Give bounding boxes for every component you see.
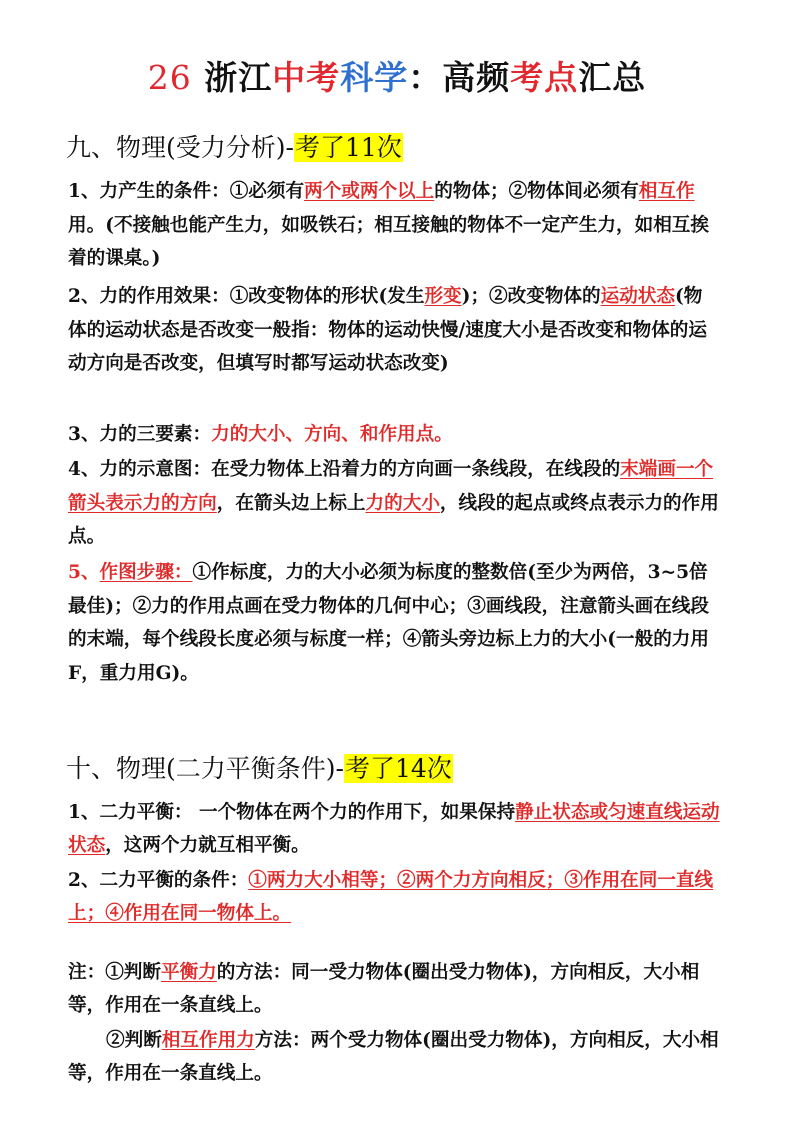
s9-p3-text: 3、力的三要素：	[68, 424, 212, 445]
section-heading-9-text: 九、物理(受力分析)-	[66, 133, 294, 162]
s9-p4-text-b: ，在箭头边上标上	[216, 492, 366, 514]
s9-p4-key-b: 力的大小	[365, 492, 440, 514]
s9-p5-key: 作图步骤：	[99, 562, 193, 583]
s10-note2-text-b: 方法：两个受力物体(圈出受力物体)，方向相反，大小相等，作用在一条直线上。	[68, 1030, 719, 1084]
s10-paragraph-2	[68, 864, 720, 930]
s9-p1-text-a: 1、力产生的条件：①必须有	[68, 181, 305, 202]
title-part-summary: 汇总	[578, 58, 647, 97]
s10-p1-text-a: 1、二力平衡： 一个物体在两个力的作用下，如果保持	[68, 802, 516, 823]
s9-p5-text: ①作标度，力的大小必须为标度的整数倍(至少为两倍，3~5倍最佳)；②力的作用点画在受力物体的几何中心；③画线段，注意箭头画在线段的末端，每个线段长度必须与标度一样；④箭头旁边标上力的大小(一般的力用F，重力用G)。	[68, 562, 709, 684]
s10-note1-text-b: 的方法：同一受力物体(圈出受力物体)，方向相反，大小相等，作用在一条直线上。	[68, 962, 700, 1016]
s10-note-2	[68, 1024, 720, 1090]
page-title	[0, 52, 794, 99]
s9-p4-text-a: 4、力的示意图：在受力物体上沿着力的方向画一条线段，在线段的	[68, 459, 621, 480]
s9-p1-text-b: 的物体；②物体间必须有	[434, 181, 639, 202]
s9-paragraph-1	[68, 175, 720, 276]
s9-p2-text-b: )；②改变物体的	[461, 286, 601, 307]
s9-p4-text-c: ，线段的起点或终点表示力的作用点。	[68, 492, 719, 547]
s10-p1-text-b: ，这两个力就互相平衡。	[105, 835, 310, 856]
title-part-province: 浙江	[204, 58, 273, 97]
section-10-count-highlight: 考了14次	[344, 754, 452, 783]
s9-paragraph-5	[68, 556, 720, 690]
s9-p3-key: 力的大小、方向、和作用点。	[211, 424, 453, 445]
title-part-points: 考点	[510, 58, 579, 97]
s9-p1-key-b: 相互作	[638, 181, 695, 202]
s10-p2-key: ①两力大小相等；②两个力方向相反；③作用在同一直线上；④作用在同一物体上。	[68, 870, 714, 924]
s9-paragraph-3	[68, 418, 720, 452]
s9-p5-number: 5、	[68, 562, 100, 583]
title-part-subject: 科学	[340, 58, 409, 97]
s10-note2-text-a: ②判断	[106, 1030, 162, 1051]
section-heading-10	[66, 749, 453, 785]
title-part-exam: 中考	[272, 58, 341, 97]
s9-p1-text-c: 用。(不接触也能产生力，如吸铁石；相互接触的物体不一定产生力，如相互挨着的课桌。)	[68, 214, 709, 269]
s10-p2-text: 2、二力平衡的条件：	[68, 870, 249, 891]
section-heading-9	[66, 128, 403, 164]
s10-note1-key: 平衡力	[160, 962, 217, 983]
s10-note2-key: 相互作用力	[161, 1030, 255, 1051]
s9-paragraph-2	[68, 280, 720, 381]
s9-p2-key-b: 运动状态	[600, 286, 675, 307]
title-colon: ：	[408, 58, 443, 97]
title-part-frequency: 高频	[442, 58, 511, 97]
section-heading-10-text: 十、物理(二力平衡条件)-	[66, 754, 344, 783]
s9-p2-key-a: 形变	[424, 286, 462, 307]
s10-note-1	[68, 956, 720, 1022]
s9-p2-text-c: (物体的运动状态是否改变一般指：物体的运动快慢/速度大小是否改变和物体的运动方向是否改变，但填写时都写运动状态改变)	[68, 286, 707, 374]
s10-note1-text-a: 注：①判断	[68, 962, 161, 983]
s9-p2-text-a: 2、力的作用效果：①改变物体的形状(发生	[68, 286, 425, 307]
s9-p1-key-a: 两个或两个以上	[304, 181, 435, 202]
section-9-count-highlight: 考了11次	[294, 133, 402, 162]
s10-paragraph-1	[68, 796, 720, 862]
title-year: 26	[147, 58, 192, 97]
s9-p4-key-a: 末端画一个箭头表示力的方向	[68, 459, 714, 514]
s9-paragraph-4	[68, 453, 720, 554]
s10-p1-key: 静止状态或匀速直线运动状态	[68, 802, 720, 856]
